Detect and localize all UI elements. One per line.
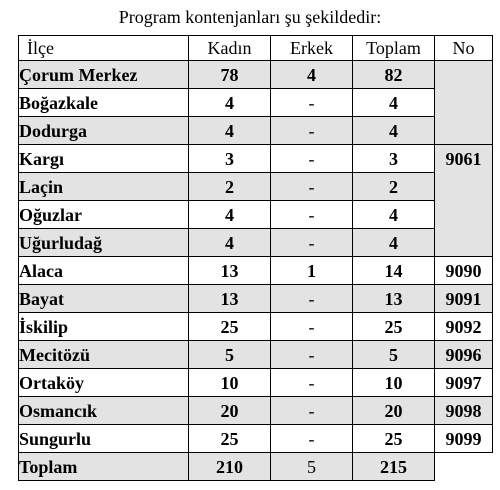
cell-ilce: Dodurga (19, 117, 189, 145)
cell-no: 9096 (435, 341, 493, 369)
table-row (19, 285, 493, 313)
cell-ilce: İskilip (19, 313, 189, 341)
cell-kadin: 78 (189, 61, 271, 89)
table-row (19, 369, 493, 397)
header-kadin: Kadın (189, 36, 271, 61)
total-label: Toplam (19, 453, 189, 481)
table-row (19, 173, 493, 201)
quota-table (18, 35, 493, 481)
cell-ilce: Ortaköy (19, 369, 189, 397)
cell-toplam: 20 (353, 397, 435, 425)
cell-ilce: Osmancık (19, 397, 189, 425)
header-toplam: Toplam (353, 36, 435, 61)
cell-erkek: 4 (271, 61, 353, 89)
table-row (19, 397, 493, 425)
cell-kadin: 4 (189, 201, 271, 229)
total-row (19, 453, 493, 481)
caption: Program kontenjanları şu şekildedir: (118, 7, 382, 27)
total-kadin: 210 (189, 453, 271, 481)
cell-kadin: 10 (189, 369, 271, 397)
cell-ilce: Alaca (19, 257, 189, 285)
cell-kadin: 4 (189, 117, 271, 145)
cell-erkek: - (271, 201, 353, 229)
cell-no-blank (435, 61, 493, 145)
cell-kadin: 25 (189, 425, 271, 453)
table-row (19, 117, 493, 145)
cell-erkek: - (271, 229, 353, 257)
cell-toplam: 4 (353, 117, 435, 145)
cell-toplam: 4 (353, 89, 435, 117)
header-row (19, 36, 493, 61)
cell-no: 9098 (435, 397, 493, 425)
cell-erkek: - (271, 313, 353, 341)
table-row (19, 257, 493, 285)
cell-kadin: 13 (189, 257, 271, 285)
cell-kadin: 5 (189, 341, 271, 369)
cell-erkek: - (271, 145, 353, 173)
cell-toplam: 4 (353, 201, 435, 229)
cell-erkek: - (271, 89, 353, 117)
cell-ilce: Oğuzlar (19, 201, 189, 229)
cell-erkek: - (271, 117, 353, 145)
cell-ilce: Uğurludağ (19, 229, 189, 257)
cell-erkek: - (271, 425, 353, 453)
cell-erkek: - (271, 369, 353, 397)
table-row (19, 145, 493, 173)
table-row (19, 425, 493, 453)
header-no: No (435, 36, 493, 61)
cell-toplam: 13 (353, 285, 435, 313)
cell-toplam: 3 (353, 145, 435, 173)
table-row (19, 61, 493, 89)
cell-toplam: 5 (353, 341, 435, 369)
table-row (19, 341, 493, 369)
cell-erkek: - (271, 397, 353, 425)
cell-toplam: 2 (353, 173, 435, 201)
cell-toplam: 4 (353, 229, 435, 257)
cell-no: 9091 (435, 285, 493, 313)
cell-no-merged: 9061 (435, 145, 493, 257)
cell-no: 9097 (435, 369, 493, 397)
cell-erkek: - (271, 173, 353, 201)
cell-ilce: Boğazkale (19, 89, 189, 117)
cell-ilce: Bayat (19, 285, 189, 313)
cell-toplam: 25 (353, 425, 435, 453)
cell-kadin: 4 (189, 229, 271, 257)
total-no-empty (435, 453, 493, 481)
cell-ilce: Mecitözü (19, 341, 189, 369)
cell-toplam: 10 (353, 369, 435, 397)
table-row (19, 313, 493, 341)
total-erkek: 5 (271, 453, 353, 481)
cell-toplam: 14 (353, 257, 435, 285)
cell-toplam: 25 (353, 313, 435, 341)
cell-no: 9099 (435, 425, 493, 453)
header-ilce: İlçe (19, 36, 189, 61)
cell-ilce: Laçin (19, 173, 189, 201)
cell-erkek: - (271, 341, 353, 369)
cell-kadin: 4 (189, 89, 271, 117)
cell-kadin: 20 (189, 397, 271, 425)
header-erkek: Erkek (271, 36, 353, 61)
total-toplam: 215 (353, 453, 435, 481)
cell-ilce: Çorum Merkez (19, 61, 189, 89)
cell-kadin: 13 (189, 285, 271, 313)
table-row (19, 201, 493, 229)
cell-no: 9090 (435, 257, 493, 285)
cell-kadin: 3 (189, 145, 271, 173)
cell-kadin: 25 (189, 313, 271, 341)
cell-kadin: 2 (189, 173, 271, 201)
cell-no: 9092 (435, 313, 493, 341)
cell-erkek: - (271, 285, 353, 313)
cell-toplam: 82 (353, 61, 435, 89)
cell-ilce: Kargı (19, 145, 189, 173)
table-row (19, 229, 493, 257)
table-row (19, 89, 493, 117)
cell-ilce: Sungurlu (19, 425, 189, 453)
cell-erkek: 1 (271, 257, 353, 285)
